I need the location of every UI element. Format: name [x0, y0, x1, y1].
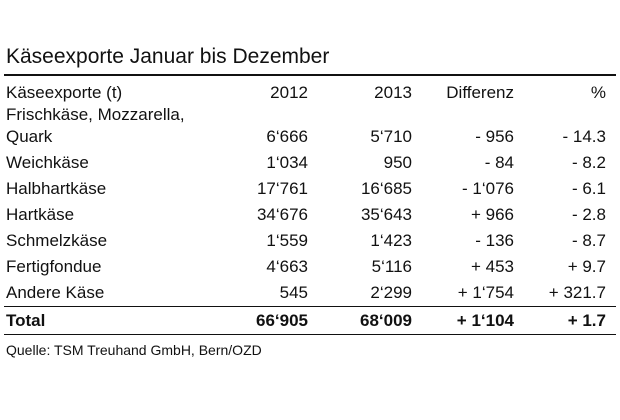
row-value-2013: 2‘299 — [370, 283, 412, 302]
row-pct: - 6.1 — [571, 179, 606, 198]
row-diff: - 956 — [475, 127, 514, 146]
row-pct: - 2.8 — [571, 205, 606, 224]
row-name-line1: Frischkäse, Mozzarella, — [6, 105, 185, 124]
row-value-2013: 16‘685 — [360, 179, 412, 198]
total-label: Total — [6, 311, 46, 330]
row-value-2012: 545 — [279, 283, 308, 302]
row-value-2012: 4‘663 — [266, 257, 308, 276]
row-name: Hartkäse — [6, 205, 75, 224]
header-label: Käseexporte (t) — [6, 83, 123, 102]
table-title: Käseexporte Januar bis Dezember — [6, 45, 330, 68]
row-diff: + 453 — [470, 257, 514, 276]
source-note: Quelle: TSM Treuhand GmbH, Bern/OZD — [6, 342, 262, 358]
total-diff: + 1‘104 — [456, 311, 514, 330]
row-pct: + 9.7 — [567, 257, 606, 276]
header-2012: 2012 — [270, 83, 308, 102]
row-value-2013: 35‘643 — [360, 205, 412, 224]
row-diff: - 136 — [475, 231, 514, 250]
row-pct: - 14.3 — [562, 127, 606, 146]
total-rule — [4, 306, 616, 307]
row-name: Andere Käse — [6, 283, 105, 302]
row-diff: + 966 — [470, 205, 514, 224]
row-value-2012: 17‘761 — [256, 179, 308, 198]
top-rule — [4, 74, 616, 76]
header-2013: 2013 — [374, 83, 412, 102]
row-pct: - 8.2 — [571, 153, 606, 172]
row-value-2012: 34‘676 — [256, 205, 308, 224]
row-diff: - 84 — [484, 153, 514, 172]
row-value-2013: 1‘423 — [370, 231, 412, 250]
row-value-2013: 5‘710 — [370, 127, 412, 146]
row-name: Quark — [6, 127, 53, 146]
row-diff: - 1‘076 — [462, 179, 514, 198]
row-name: Weichkäse — [6, 153, 89, 172]
total-value-2012: 66‘905 — [256, 311, 308, 330]
row-value-2012: 1‘034 — [266, 153, 308, 172]
row-name: Schmelzkäse — [6, 231, 108, 250]
bottom-rule — [4, 334, 616, 335]
total-pct: + 1.7 — [567, 311, 606, 330]
header-percent: % — [590, 83, 606, 102]
row-value-2012: 6‘666 — [266, 127, 308, 146]
row-pct: - 8.7 — [571, 231, 606, 250]
row-pct: + 321.7 — [548, 283, 606, 302]
row-value-2013: 5‘116 — [371, 257, 412, 276]
header-differenz: Differenz — [446, 83, 514, 102]
row-value-2012: 1‘559 — [266, 231, 308, 250]
row-value-2013: 950 — [383, 153, 412, 172]
total-value-2013: 68‘009 — [360, 311, 412, 330]
row-diff: + 1‘754 — [457, 283, 514, 302]
row-name: Fertigfondue — [6, 257, 102, 276]
row-name: Halbhartkäse — [6, 179, 107, 198]
